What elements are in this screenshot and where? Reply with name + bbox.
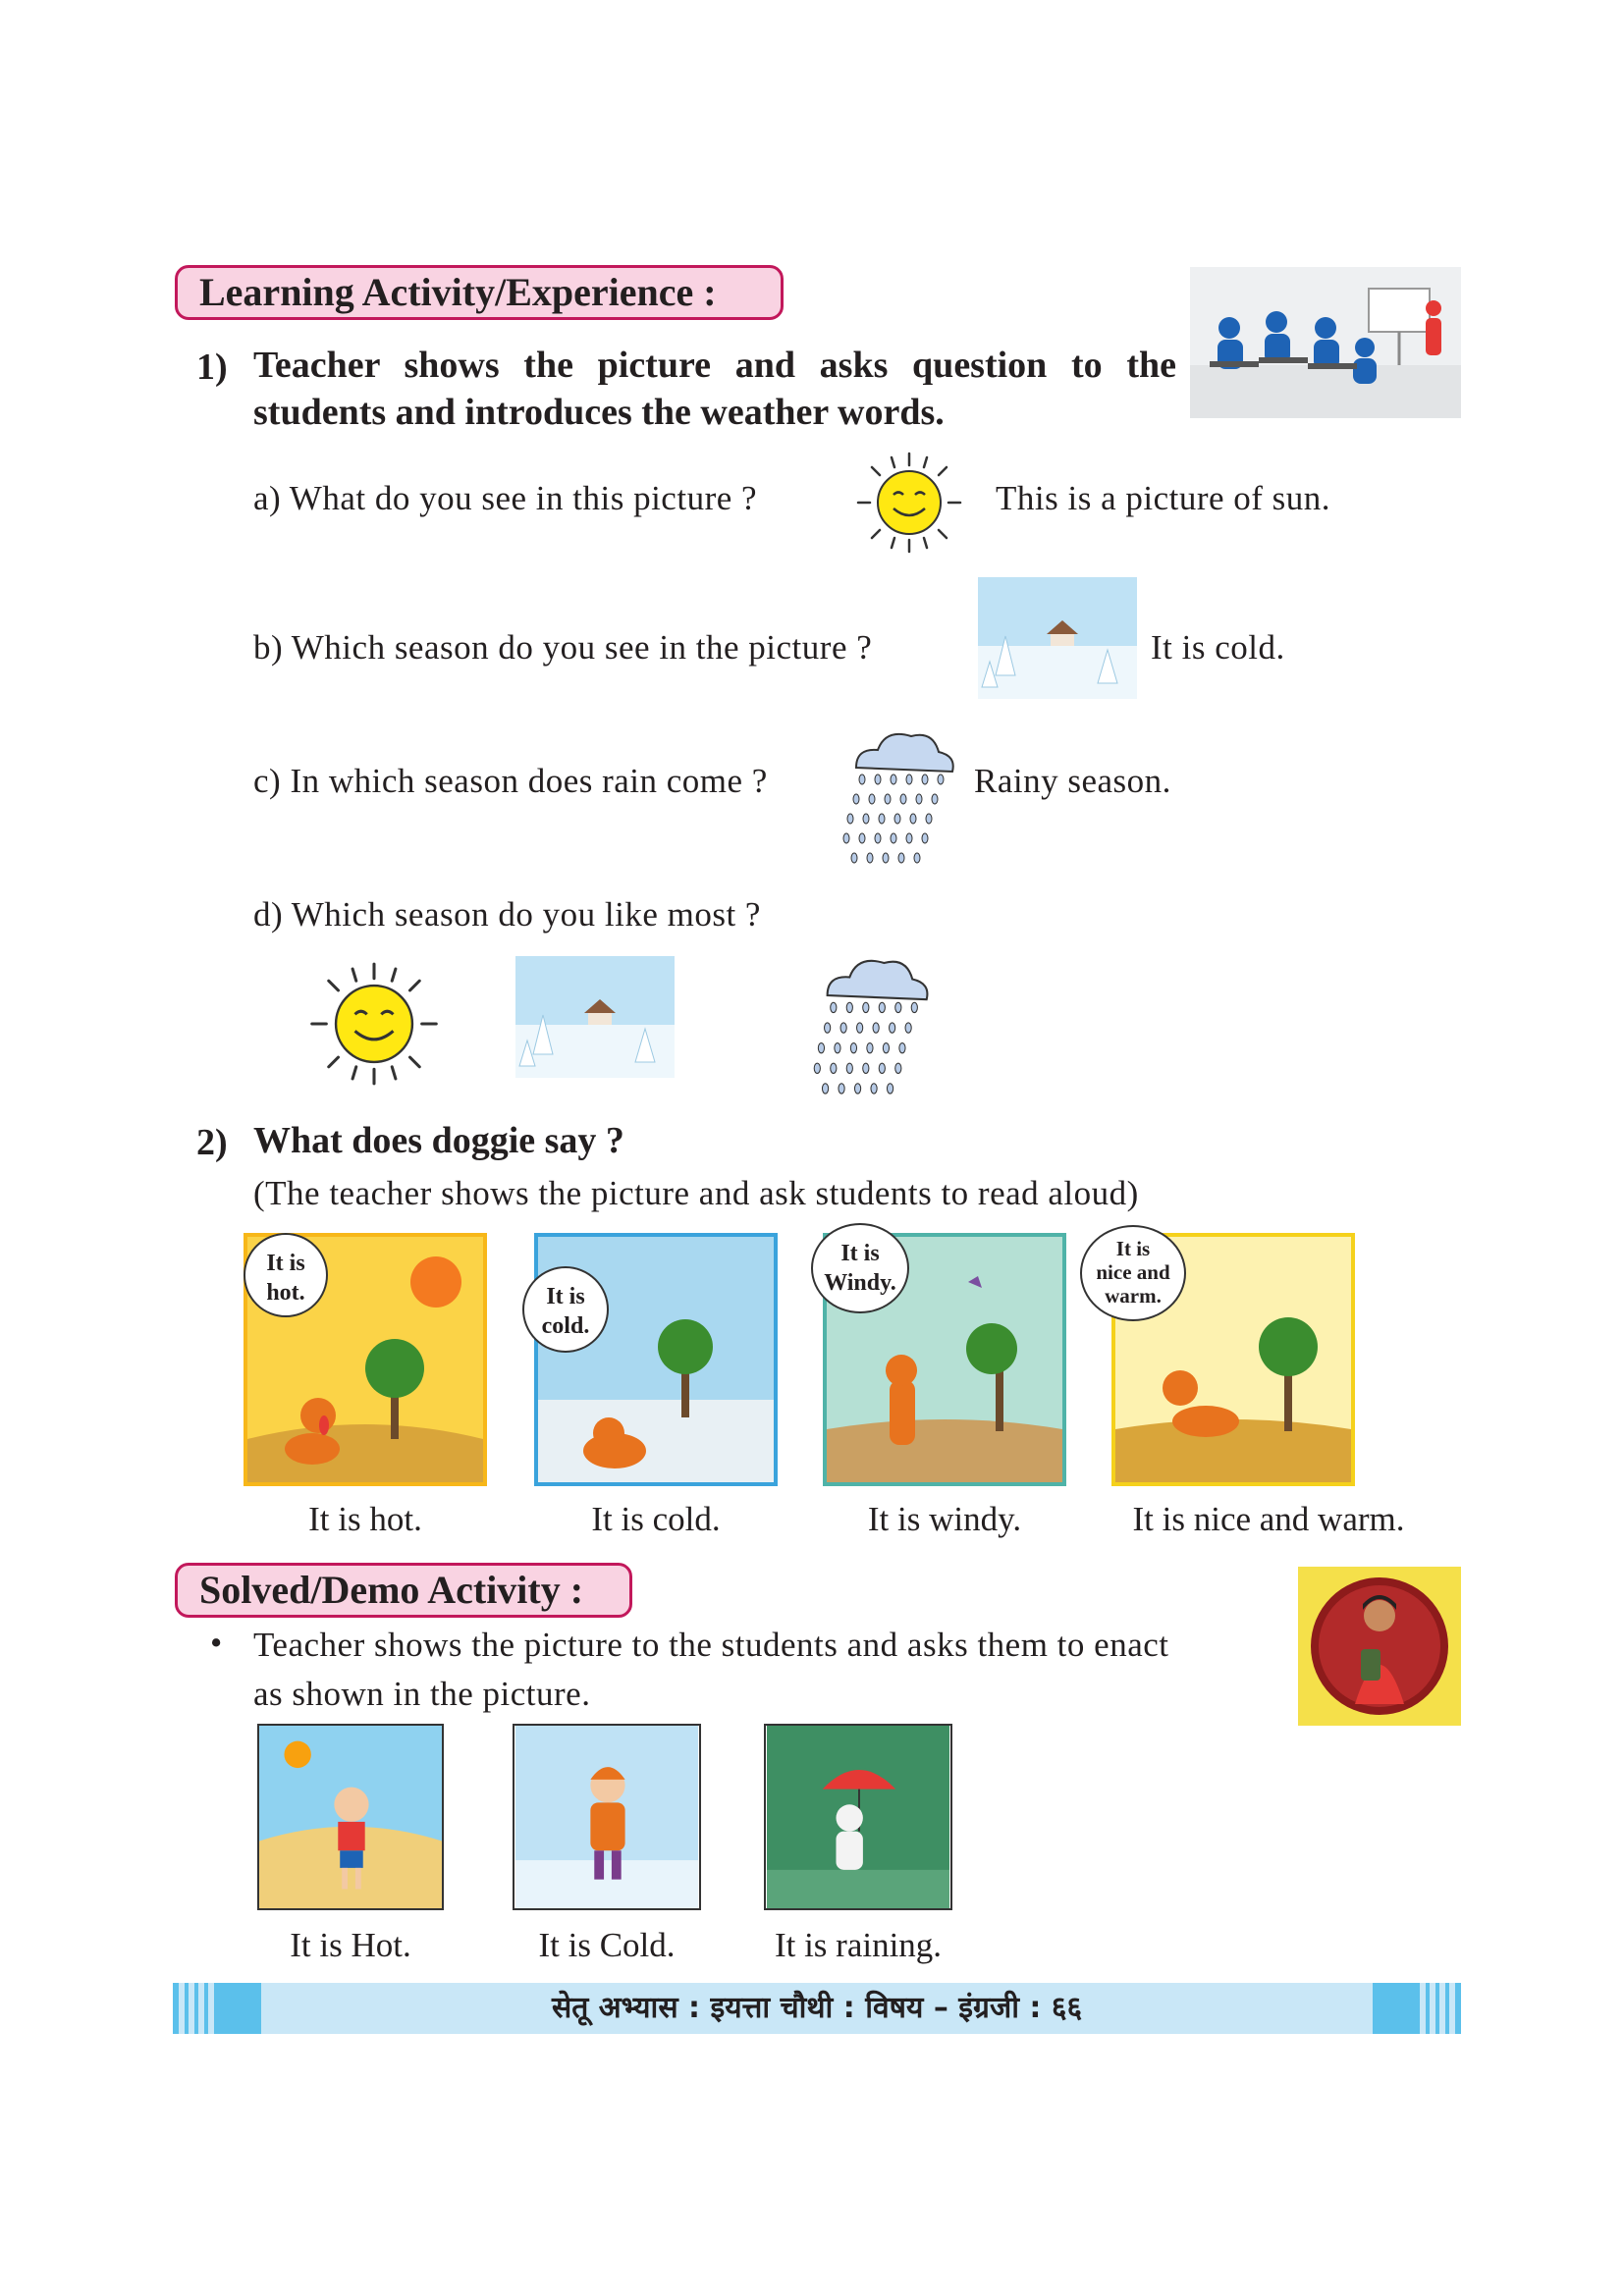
sun-picture-d [302,958,446,1090]
item-1-text-line2: students and introduces the weather words. [253,392,945,433]
speech-bubble-nice-warm [1080,1225,1186,1321]
bubble-cold-line1: It is [546,1284,585,1309]
question-a: a) What do you see in this picture ? [253,479,758,517]
cold-kid-picture [513,1724,701,1910]
bubble-warm-line3: warm. [1105,1284,1162,1308]
rain-cloud-picture-d [807,948,937,1105]
bubble-windy-line2: Windy. [824,1270,896,1296]
bubble-windy-line1: It is [840,1241,880,1266]
solved-bullet: • [210,1624,223,1662]
footer-bar [173,1983,1461,2034]
bubble-hot-line1: It is [266,1251,305,1276]
speech-bubble-hot [244,1233,328,1317]
classroom-picture [1190,267,1461,418]
bubble-hot-line2: hot. [266,1280,305,1306]
winter-picture-b [978,577,1137,699]
solved-text-line2: as shown in the picture. [253,1675,591,1713]
speech-bubble-cold [522,1266,609,1353]
footer-text: सेतू अभ्यास : इयत्ता चौथी : विषय – इंग्रजी : ६६ [551,1991,1083,2025]
caption-windy: It is windy. [867,1500,1022,1538]
hot-kid-picture [257,1724,444,1910]
caption-solved-cold: It is Cold. [538,1926,676,1964]
teacher-portrait-picture [1298,1567,1461,1726]
caption-hot: It is hot. [308,1500,422,1538]
item-1-number: 1) [196,347,228,388]
bubble-warm-line1: It is [1115,1237,1151,1260]
raining-kid-picture [764,1724,952,1910]
question-b: b) Which season do you see in the picture ? [253,628,873,667]
speech-bubble-windy [811,1223,909,1313]
item-2-number: 2) [196,1122,228,1163]
answer-c: Rainy season. [974,762,1171,800]
solved-text-line1: Teacher shows the picture to the students and asks them to enact [253,1626,1169,1664]
answer-b: It is cold. [1151,628,1285,667]
rain-cloud-picture-c [837,724,962,872]
item-2-instruction: (The teacher shows the picture and ask students to read aloud) [253,1174,1139,1212]
caption-solved-raining: It is raining. [774,1926,943,1964]
answer-a: This is a picture of sun. [996,479,1331,517]
item-1-text-line1: Teacher shows the picture and asks question to the [253,345,1176,386]
sun-picture-a [850,450,968,556]
solved-demo-heading: Solved/Demo Activity : [175,1563,632,1618]
caption-cold: It is cold. [591,1500,721,1538]
bubble-cold-line2: cold. [541,1313,590,1339]
question-c: c) In which season does rain come ? [253,762,768,800]
winter-picture-d [514,956,676,1078]
question-d: d) Which season do you like most ? [253,895,761,934]
item-2-title: What does doggie say ? [253,1120,624,1161]
learning-activity-heading: Learning Activity/Experience : [175,265,784,320]
caption-nice-warm: It is nice and warm. [1132,1500,1405,1538]
caption-solved-hot: It is Hot. [290,1926,411,1964]
bubble-warm-line2: nice and [1096,1260,1170,1284]
